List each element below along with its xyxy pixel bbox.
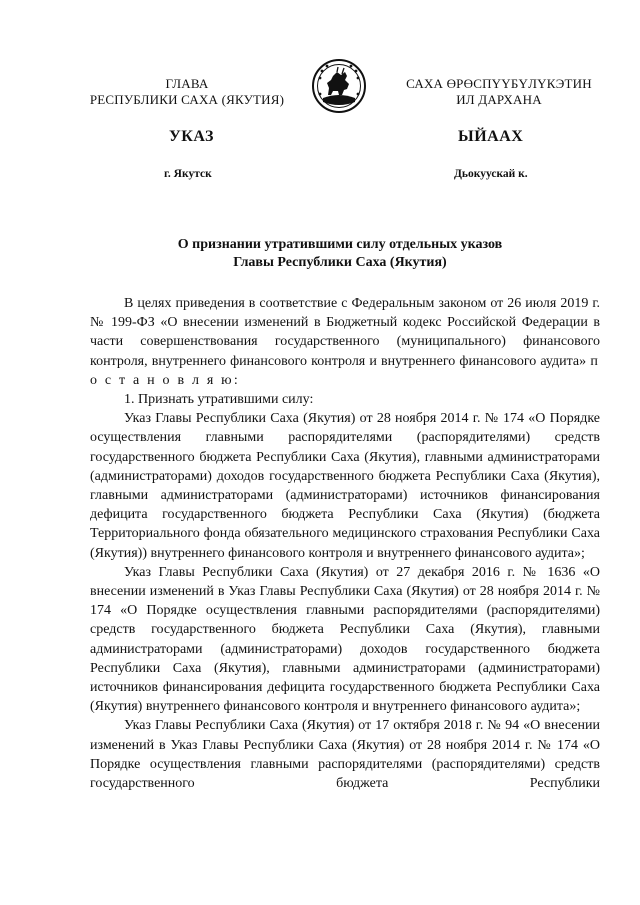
- header-right: [394, 76, 604, 108]
- document-heading: [90, 236, 590, 272]
- intro-text: В целях приведения в соответствие с Федеральным законом от 26 июля 2019 г. № 199-ФЗ «О внесении изменений в Бюджетный кодекс Российской Федерации в части совершенствования государственного (муниципального) финансового контроля, внутреннего финансового контроля и внутреннего финансового аудита»: [90, 296, 600, 369]
- header-left-line1: ГЛАВА: [165, 76, 209, 91]
- document-body: [90, 294, 600, 793]
- title-ukaz: УКАЗ: [169, 128, 214, 145]
- heading-line2: Главы Республики Саха (Якутия): [233, 255, 447, 270]
- header-right-line2: ИЛ ДАРХАНА: [456, 92, 542, 107]
- coat-of-arms-icon: [311, 58, 367, 114]
- header-left-line2: РЕСПУБЛИКИ САХА (ЯКУТИЯ): [89, 92, 285, 107]
- paragraph-1: Указ Главы Республики Саха (Якутия) от 28 ноября 2014 г. № 174 «О Порядке осуществления главными распорядителями (распорядителями) средств государственного бюджета Республики Саха (Якутия), главными администраторами (администраторами) доходов государственного бюджета Республики Саха (Якутия), главными администраторами (администраторами) источников финансирования дефицита государственного бюджета Республики Саха (Якутия) (бюджета Территориального фонда обязательного медицинского страхования Республики Саха (Якутия)) внутреннего финансового контроля и внутреннего финансового аудита»;: [90, 411, 600, 561]
- heading-line1: О признании утратившими силу отдельных указов: [177, 237, 503, 252]
- city-yakutsk: г. Якутск: [164, 168, 212, 180]
- item-1: 1. Признать утратившими силу:: [124, 392, 314, 408]
- intro-paragraph: [90, 294, 600, 390]
- paragraph-3: Указ Главы Республики Саха (Якутия) от 17 октября 2018 г. № 94 «О внесении изменений в Указ Главы Республики Саха (Якутия) от 28 ноября 2014 г. № 174 «О Порядке осуществления главными распорядителями (распорядителями) средств государственного бюджета Республики: [90, 718, 600, 792]
- header-left: [82, 76, 292, 108]
- header-right-line1: САХА ӨРӨСПҮҮБҮЛҮКЭТИН: [406, 76, 592, 91]
- decree-word: п о с т а н о в л я ю:: [90, 353, 601, 388]
- paragraph-2: Указ Главы Республики Саха (Якутия) от 27 декабря 2016 г. № 1636 «О внесении изменений в Указ Главы Республики Саха (Якутия) от 28 ноября 2014 г. № 174 «О Порядке осуществления главными распорядителями (распорядителями) средств государственного бюджета Республики Саха (Якутия), главными администраторами (администраторами) доходов государственного бюджета Республики Саха (Якутия), главными администраторами (администраторами) источников финансирования дефицита государственного бюджета Республики Саха (Якутия) внутреннего финансового контроля и внутреннего финансового аудита»;: [90, 564, 600, 715]
- title-yyaakh: ЫЙААХ: [458, 128, 524, 145]
- city-dyokuuskai: Дьокуускай к.: [454, 168, 528, 180]
